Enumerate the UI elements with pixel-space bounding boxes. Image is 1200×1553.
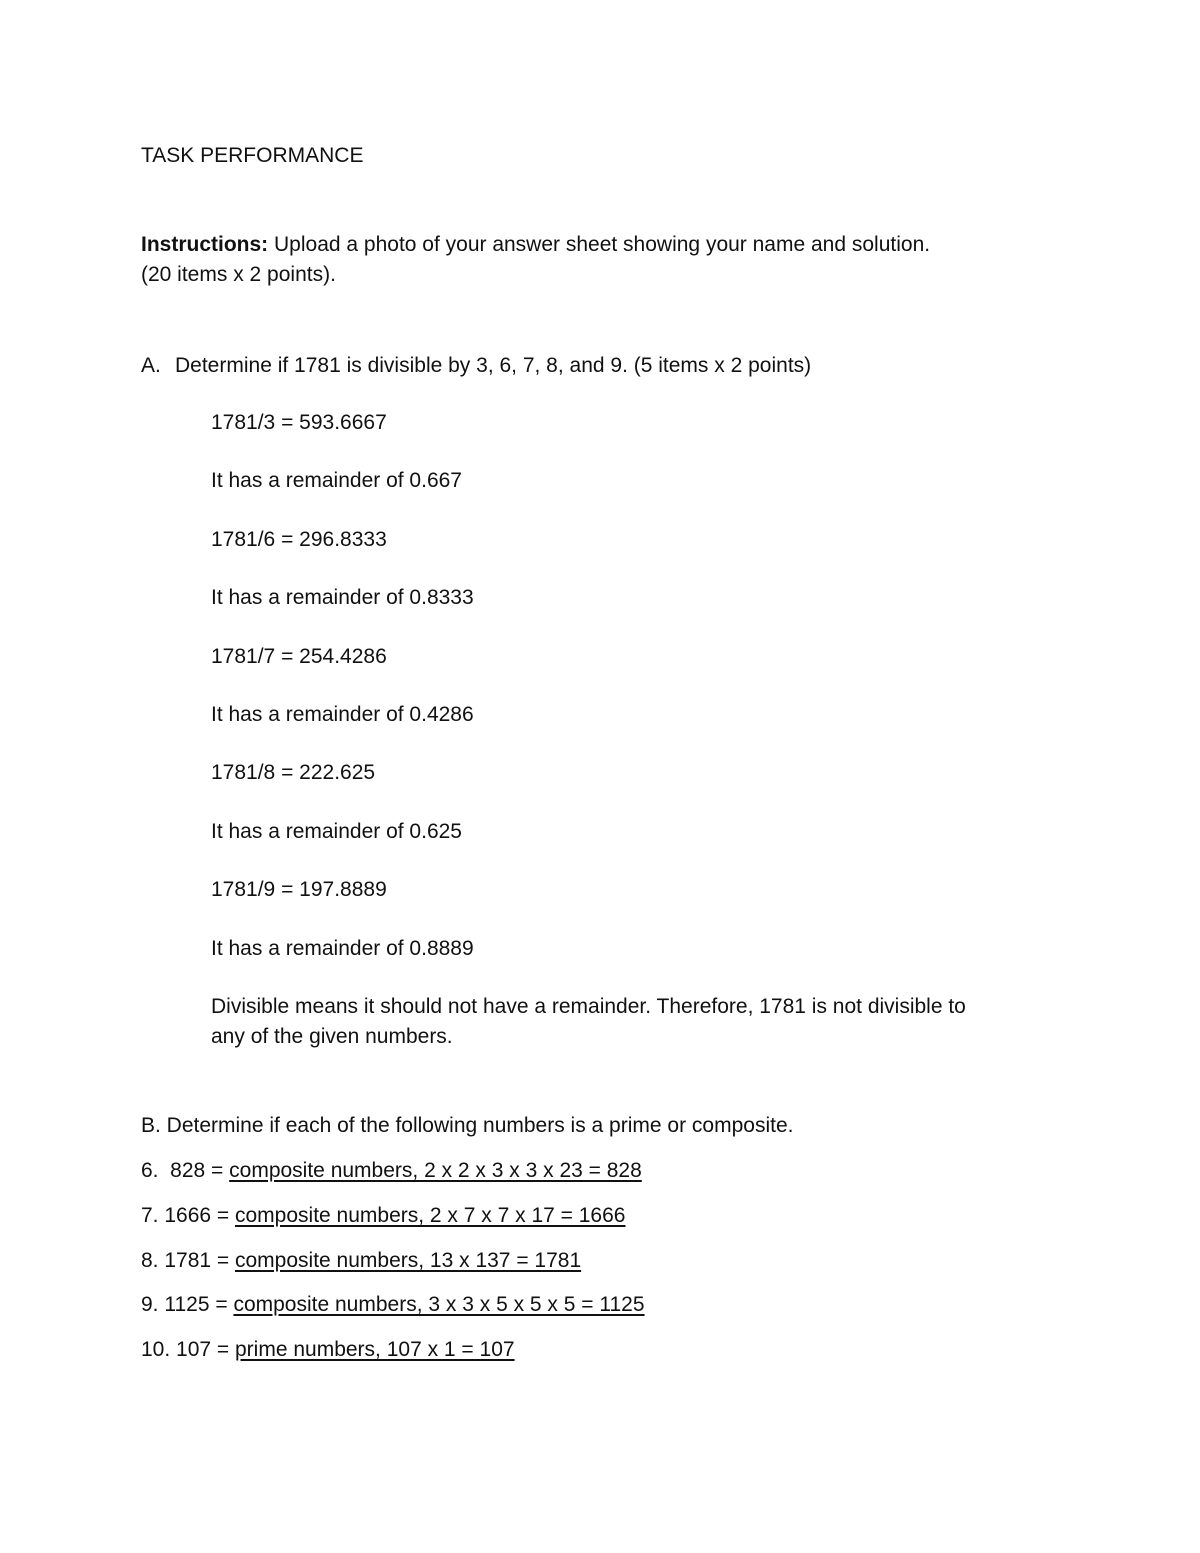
section-a-step: It has a remainder of 0.8889 <box>211 937 474 960</box>
section-b-item <box>141 1337 515 1363</box>
section-a-step: 1781/9 = 197.8889 <box>211 878 387 901</box>
section-a-step: It has a remainder of 0.4286 <box>211 703 474 726</box>
section-b-item <box>141 1248 581 1274</box>
section-a-step: 1781/8 = 222.625 <box>211 761 376 784</box>
instructions-label: Instructions: <box>141 233 269 256</box>
section-b-heading: B. Determine if each of the following numbers is a prime or composite. <box>141 1114 794 1137</box>
section-a-step: 1781/6 = 296.8333 <box>211 528 387 551</box>
page-title: TASK PERFORMANCE <box>141 144 364 167</box>
section-a-heading-marker: A. <box>141 354 161 377</box>
instructions-text: Upload a photo of your answer sheet showing your name and solution. <box>268 233 931 256</box>
section-a-heading: Determine if 1781 is divisible by 3, 6, 7, 8, and 9. (5 items x 2 points) <box>175 354 812 377</box>
section-b-item <box>141 1203 625 1229</box>
item-prefix: 10. 107 = <box>141 1338 235 1361</box>
section-a-step: It has a remainder of 0.667 <box>211 469 462 492</box>
section-a-step: 1781/3 = 593.6667 <box>211 411 387 434</box>
section-a-conclusion-cont: any of the given numbers. <box>211 1025 453 1048</box>
section-b-item <box>141 1158 642 1184</box>
instructions-line <box>141 232 930 258</box>
item-prefix: 7. 1666 = <box>141 1204 235 1227</box>
item-answer: composite numbers, 2 x 7 x 7 x 17 = 1666 <box>235 1204 626 1227</box>
item-prefix: 8. 1781 = <box>141 1249 235 1272</box>
instructions-points: (20 items x 2 points). <box>141 263 336 286</box>
section-a-step: 1781/7 = 254.4286 <box>211 645 387 668</box>
section-b-item <box>141 1292 645 1318</box>
item-answer: composite numbers, 3 x 3 x 5 x 5 x 5 = 1125 <box>233 1293 645 1316</box>
item-answer: composite numbers, 2 x 2 x 3 x 3 x 23 = 828 <box>229 1159 642 1182</box>
item-answer: prime numbers, 107 x 1 = 107 <box>235 1338 515 1361</box>
section-a-step: It has a remainder of 0.8333 <box>211 586 474 609</box>
item-answer: composite numbers, 13 x 137 = 1781 <box>235 1249 582 1272</box>
section-a-conclusion: Divisible means it should not have a remainder. Therefore, 1781 is not divisible to <box>211 995 966 1018</box>
item-prefix: 9. 1125 = <box>141 1293 234 1316</box>
item-prefix: 6. 828 = <box>141 1159 230 1182</box>
section-a-step: It has a remainder of 0.625 <box>211 820 462 843</box>
